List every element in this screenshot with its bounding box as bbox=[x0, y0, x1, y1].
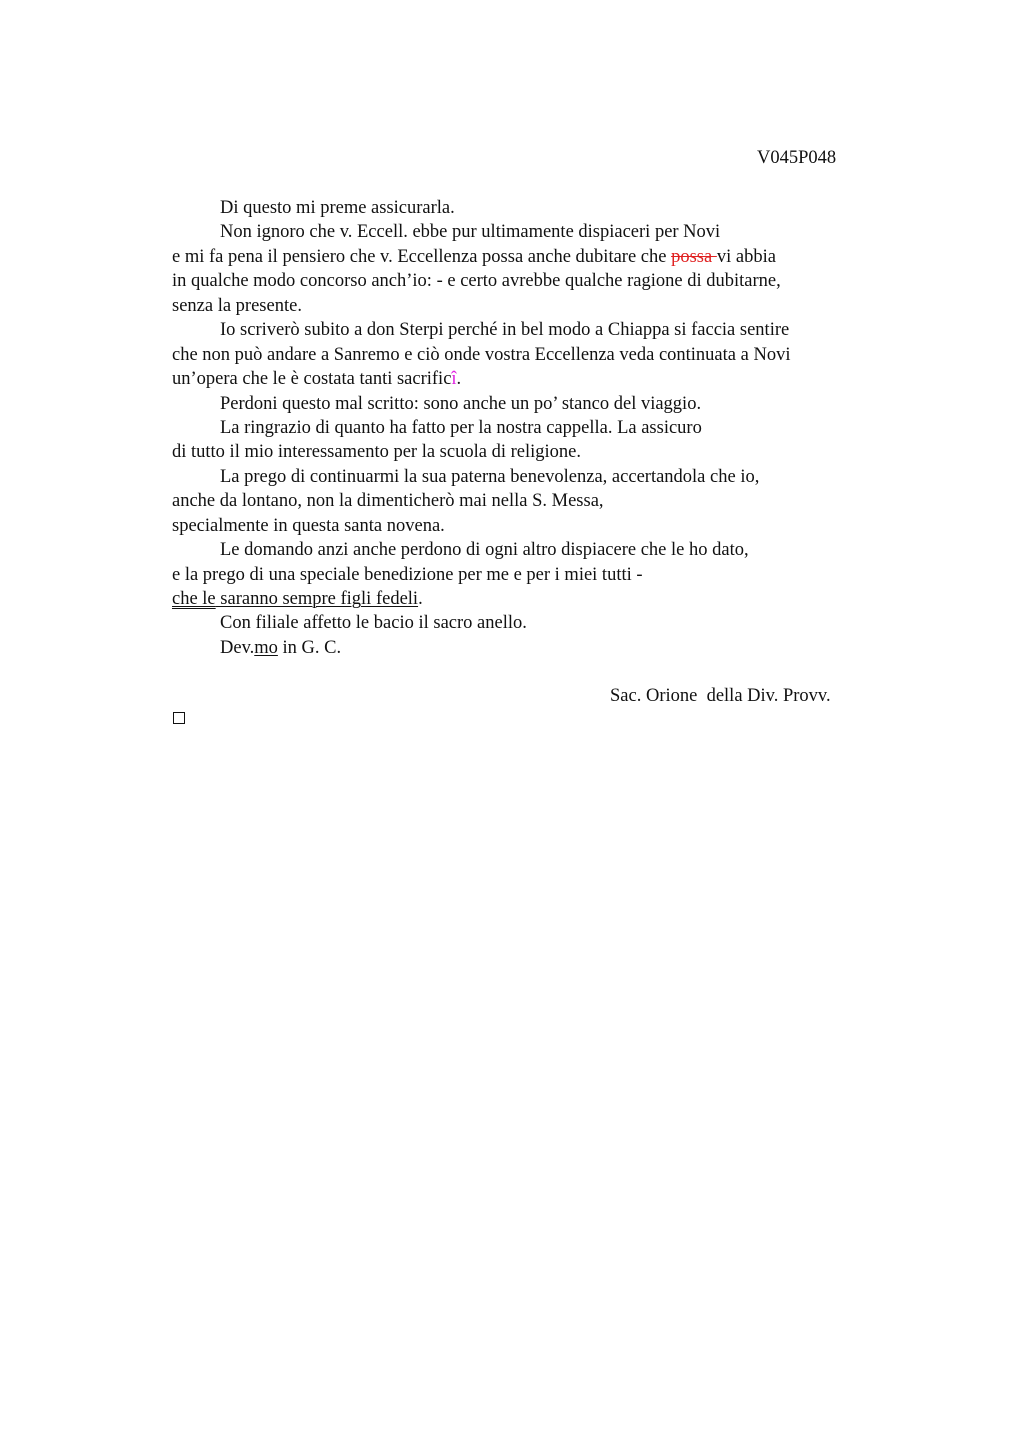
line-text: Le domando anzi anche perdono di ogni altro dispiacere che le ho dato, bbox=[220, 540, 749, 560]
underlined-text: mo bbox=[254, 638, 278, 658]
document-reference: V045P048 bbox=[757, 148, 837, 168]
letter-line bbox=[220, 538, 749, 563]
line-text: di tutto il mio interessamento per la scuola di religione. bbox=[172, 442, 581, 462]
letter-line bbox=[220, 318, 789, 343]
letter-line bbox=[220, 220, 720, 245]
line-text: Non ignoro che v. Eccell. ebbe pur ultimamente dispiaceri per Novi bbox=[220, 222, 721, 242]
line-text: . bbox=[456, 369, 462, 389]
line-text: specialmente in questa santa novena. bbox=[172, 516, 445, 536]
signature: Sac. Orione della Div. Provv. bbox=[610, 686, 831, 706]
letter-line bbox=[220, 416, 702, 441]
line-text: . bbox=[418, 589, 423, 609]
letter-line bbox=[172, 587, 423, 612]
line-text: Con filiale affetto le bacio il sacro anello. bbox=[220, 613, 527, 633]
line-text: anche da lontano, non la dimenticherò mai nella S. Messa, bbox=[172, 491, 604, 511]
line-text: in G. C. bbox=[277, 638, 342, 658]
line-text: La ringrazio di quanto ha fatto per la nostra cappella. La assicuro bbox=[220, 418, 702, 438]
letter-line bbox=[172, 343, 790, 368]
struck-word: possa bbox=[671, 247, 717, 267]
end-box-icon bbox=[173, 712, 185, 724]
line-text: La prego di continuarmi la sua paterna benevolenza, accertandola che io, bbox=[220, 467, 760, 487]
letter-line bbox=[172, 294, 302, 319]
letter-line bbox=[172, 514, 445, 539]
line-text: senza la presente. bbox=[172, 296, 302, 316]
line-text: Di questo mi preme assicurarla. bbox=[220, 198, 455, 218]
editorial-mark: î bbox=[451, 369, 457, 389]
double-underlined-text: che le bbox=[172, 589, 216, 609]
line-text: Io scriverò subito a don Sterpi perché in bel modo a Chiappa si faccia sentire bbox=[220, 320, 790, 340]
letter-line bbox=[172, 367, 461, 392]
underlined-text: saranno sempre figli fedeli bbox=[215, 589, 419, 609]
letter-line bbox=[172, 440, 581, 465]
line-text: Dev. bbox=[220, 638, 255, 658]
letter-line bbox=[172, 489, 604, 514]
line-text: e mi fa pena il pensiero che v. Eccellenza possa anche dubitare che bbox=[172, 247, 672, 267]
letter-line bbox=[220, 465, 759, 490]
letter-line bbox=[220, 392, 701, 417]
line-text: vi abbia bbox=[716, 247, 776, 267]
line-text: Perdoni questo mal scritto: sono anche un po’ stanco del viaggio. bbox=[220, 394, 702, 414]
line-text: un’opera che le è costata tanti sacrific bbox=[172, 369, 452, 389]
line-text: che non può andare a Sanremo e ciò onde vostra Eccellenza veda continuata a Novi bbox=[172, 345, 791, 365]
letter-line bbox=[220, 611, 527, 636]
letter-line bbox=[172, 245, 776, 270]
letter-line bbox=[172, 563, 643, 588]
line-text: in qualche modo concorso anch’io: - e certo avrebbe qualche ragione di dubitarne, bbox=[172, 271, 781, 291]
line-text: e la prego di una speciale benedizione per me e per i miei tutti - bbox=[172, 565, 643, 585]
letter-line bbox=[172, 269, 781, 294]
letter-line bbox=[220, 196, 455, 221]
letter-line bbox=[220, 636, 341, 661]
